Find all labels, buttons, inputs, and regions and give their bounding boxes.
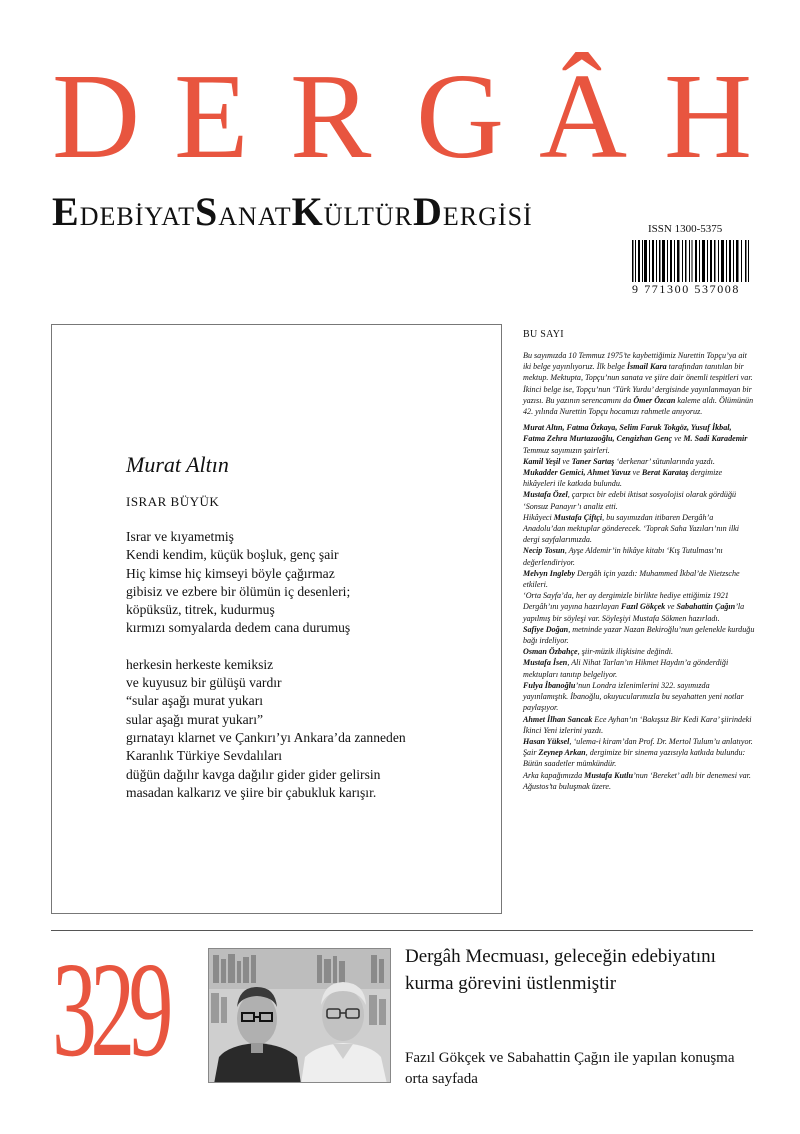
poem-line: düğün dağılır kavga dağılır gider gider gelirsin (126, 766, 381, 782)
poem-line: “sular aşağı murat yukarı (126, 693, 264, 709)
sidebar-paragraph: Arka kapağımızda Mustafa Kutlu’nun ‘Bereket’ adlı bir denemesi var. (523, 770, 751, 780)
sidebar-paragraph: Mustafa İsen, Ali Nihat Tarlan’ın Hikmet Haydın’a gönderdiği mektupları tanıtıp belgeliyor. (523, 658, 729, 679)
sidebar-contents (523, 350, 755, 792)
poem-body (126, 528, 496, 802)
subtitle-initial: S (195, 189, 219, 234)
issue-number: 329 (52, 935, 167, 1085)
poem-title: ISRAR BÜYÜK (126, 494, 220, 509)
subtitle-word: DEBİYAT (79, 202, 196, 231)
subtitle-initial: K (291, 189, 324, 234)
sidebar-heading: BU SAYI (523, 329, 564, 340)
poem-line: Kendi kendim, küçük boşluk, genç şair (126, 547, 339, 563)
sidebar-paragraph: Fulya İbanoğlu’nun Londra izlenimlerini 322. sayımızda yayınlamıştık. İbanoğlu, okuyucularımızla bu seyahatten yeni notlar paylaşıyor. (523, 680, 744, 713)
sidebar-paragraph: Safiye Doğan, metninde yazar Nazan Bekiroğlu’nun gelenekle kurduğu bağı irdeliyor. (523, 624, 755, 646)
masthead-letter: E (174, 49, 249, 184)
poem-line: Hiç kimse hiç kimseyi böyle çağırmaz (126, 565, 335, 581)
masthead-title (52, 49, 753, 184)
sidebar-paragraph: Osman Özbahçe, şiir-müzik ilişkisine değindi. (523, 647, 674, 657)
cover-headline: Dergâh Mecmuası, geleceğin edebiyatını kurma görevini üstlenmiştir (405, 946, 716, 994)
issn-label: ISSN 1300-5375 (648, 223, 723, 235)
sidebar-paragraph: Şair Zeynep Arkan, dergimize bir sinema yazısıyla katkıda bulundu: Bütün saadetler mümkündür. (523, 748, 746, 769)
masthead-subtitle (52, 188, 752, 235)
photo-caption: Fazıl Gökçek ve Sabahattin Çağın ile yapılan konuşma orta sayfada (405, 1050, 735, 1087)
subtitle-initial: E (52, 189, 80, 234)
masthead-letter: Â (539, 49, 628, 184)
sidebar-paragraph: Hasan Yüksel, ‘ulema-i kiram’dan Prof. Dr. Mertol Tulum’u anlatıyor. (523, 736, 753, 746)
masthead-letter: H (664, 49, 753, 184)
poem-line: gırnatayı klarnet ve Çankırı’yı Ankara’da zanneden (126, 729, 406, 745)
poem-line: Israr ve kıyametmiş (126, 529, 234, 544)
poem-line: sular aşağı murat yukarı” (126, 711, 264, 727)
sidebar-paragraph: ‘Orta Sayfa’da, her ay dergimizle birlikte hediye ettiğimiz 1921 Dergâh’ını yayına hazırlayan Fazıl Gökçek ve Sabahattin Çağın’la yapılmış bir söyleşi var. Söyleşiyi Mustafa Sökmen hazırladı. (523, 591, 745, 623)
sidebar-intro: Bu sayımızda 10 Temmuz 1975’te kaybettiğimiz Nurettin Topçu’ya ait iki belge yayınlıyoruz. İlk belge İsmail Kara tarafından tanıtılan bir mektup. Mektupta, Topçu’nun sanata ve şiire dair önemli tespitleri var. İkinci belge ise, Topçu’nun ‘Türk Yurdu’ dergisinde yayınlanmayan bir yazısı. Bu yazının serencamını da Ömer Özcan kaleme aldı. Ölümünün 42. yılında Nurettin Topçu hocamızı rahmetle anıyoruz. (523, 351, 754, 417)
sidebar-paragraph: Ahmet İlhan Sancak Ece Ayhan’ın ‘Bakışsız Bir Kedi Kara’ şiirindeki İkinci Yeni izlerini yazdı. (523, 714, 752, 735)
sidebar-paragraph: Kamil Yeşil ve Taner Sartaş ‘derkenar’ sütunlarında yazdı. (523, 456, 715, 466)
masthead-letter: D (52, 49, 141, 184)
subtitle-word: ANAT (218, 202, 292, 231)
sidebar-paragraph: Mustafa Özel, çarpıcı bir edebi iktisat sosyolojisi olarak gördüğü ‘Sonsuz Panayır’ı analiz etti. (523, 490, 737, 511)
poem-line: Karanlık Türkiye Sevdalıları (126, 748, 283, 764)
poem-author: Murat Altın (126, 452, 229, 477)
interview-photo (208, 948, 391, 1083)
sidebar-paragraph: Necip Tosun, Ayşe Aldemir’in hikâye kitabı ‘Kış Tutulması’nı değerlendiriyor. (523, 546, 723, 567)
sidebar-paragraph: Melvyn Ingleby Dergâh için yazdı: Muhammed İkbal’de Nietzsche etkileri. (523, 568, 740, 590)
poem-line: herkesin herkeste kemiksiz (126, 656, 274, 672)
masthead-letter: G (416, 49, 505, 184)
barcode-number: 9 771300 537008 (632, 282, 750, 297)
poem-line: köpüksüz, titrek, kudurmuş (126, 602, 275, 618)
poem-line: masadan kalkarız ve şiire bir çabukluk karışır. (126, 784, 377, 800)
horizontal-divider (51, 930, 753, 931)
subtitle-initial: D (413, 189, 443, 234)
subtitle-word: ERGİSİ (442, 202, 533, 231)
poem-line: ve kuyusuz bir gülüşü vardır (126, 675, 282, 691)
sidebar-paragraph: Mukadder Gemici, Ahmet Yavuz ve Berat Karataş dergimize hikâyeleri ile katkıda bulundu. (523, 468, 723, 489)
masthead-letter: R (290, 49, 372, 184)
sidebar-paragraph: Murat Altın, Fatma Özkaya, Selim Faruk Tokgöz, Yusuf İkbal, Fatma Zehra Murtazaoğlu, Cengizhan Genç ve M. Sadi Karademir Temmuz sayımızın şairleri. (523, 423, 748, 455)
poem-line: gibisiz ve ezbere bir ölümün iç desenleri; (126, 583, 351, 599)
photo-illustration-icon (209, 949, 391, 1083)
sidebar-closing: Ağustos’ta buluşmak üzere. (523, 781, 612, 791)
subtitle-word: ÜLTÜR (323, 202, 414, 231)
poem-line: kırmızı somyalarda dedem cana durumuş (126, 620, 351, 636)
sidebar-paragraph: Hikâyeci Mustafa Çiftçi, bu sayımızdan itibaren Dergâh’a Anadolu’dan mektuplar gönderecek. ‘Toprak Saha Yazıları’nın ilki dergi sayfalarımızda. (523, 512, 740, 545)
